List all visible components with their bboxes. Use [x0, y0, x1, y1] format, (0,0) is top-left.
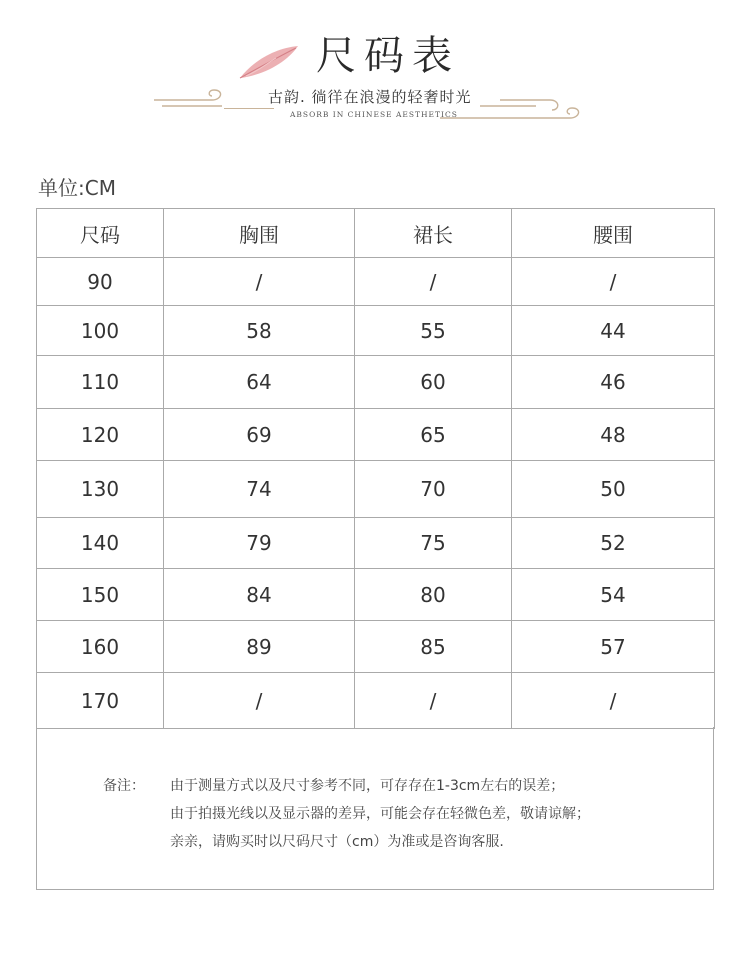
column-header: 胸围 [164, 209, 355, 258]
measurement-cell: / [164, 673, 355, 729]
divider [224, 108, 274, 109]
table-row [37, 409, 715, 461]
measurement-cell: 58 [164, 306, 355, 356]
size-cell: 150 [37, 569, 164, 621]
tagline: ABSORB IN CHINESE AESTHETICS [290, 110, 458, 119]
column-header: 裙长 [355, 209, 512, 258]
column-header: 尺码 [37, 209, 164, 258]
measurement-cell: 48 [512, 409, 715, 461]
subtitle: 古韵. 徜徉在浪漫的轻奢时光 [268, 88, 472, 106]
table-row [37, 356, 715, 409]
measurement-cell: / [512, 673, 715, 729]
cloud-ornament-left-icon [152, 86, 232, 110]
notes-label: 备注： [103, 778, 145, 794]
table-row [37, 518, 715, 569]
measurement-cell: 64 [164, 356, 355, 409]
measurement-cell: 85 [355, 621, 512, 673]
note-line: 亲亲，请购买时以尺码尺寸（cm）为准或是咨询客服. [170, 834, 504, 850]
size-cell: 120 [37, 409, 164, 461]
size-table [36, 208, 715, 729]
measurement-cell: 84 [164, 569, 355, 621]
measurement-cell: 79 [164, 518, 355, 569]
measurement-cell: 69 [164, 409, 355, 461]
table-row [37, 306, 715, 356]
table-row [37, 258, 715, 306]
measurement-cell: / [512, 258, 715, 306]
note-line: 由于测量方式以及尺寸参考不同，可存存在1-3cm左右的误差； [170, 778, 565, 794]
page-title: 尺码表 [316, 33, 460, 79]
header [0, 0, 750, 140]
measurement-cell: 57 [512, 621, 715, 673]
size-cell: 110 [37, 356, 164, 409]
measurement-cell: 74 [164, 461, 355, 518]
measurement-cell: 75 [355, 518, 512, 569]
size-cell: 170 [37, 673, 164, 729]
measurement-cell: 65 [355, 409, 512, 461]
measurement-cell: / [355, 673, 512, 729]
measurement-cell: 54 [512, 569, 715, 621]
measurement-cell: / [355, 258, 512, 306]
size-cell: 160 [37, 621, 164, 673]
size-cell: 100 [37, 306, 164, 356]
unit-label: 单位:CM [38, 176, 116, 200]
cloud-ornament-right-icon [440, 94, 590, 124]
table-row [37, 673, 715, 729]
notes-box [36, 727, 714, 890]
column-header: 腰围 [512, 209, 715, 258]
measurement-cell: 89 [164, 621, 355, 673]
table-row [37, 569, 715, 621]
measurement-cell: 70 [355, 461, 512, 518]
measurement-cell: / [164, 258, 355, 306]
pink-leaf-icon [236, 40, 302, 84]
table-header-row [37, 209, 715, 258]
size-cell: 90 [37, 258, 164, 306]
measurement-cell: 55 [355, 306, 512, 356]
measurement-cell: 52 [512, 518, 715, 569]
measurement-cell: 46 [512, 356, 715, 409]
measurement-cell: 44 [512, 306, 715, 356]
table-row [37, 461, 715, 518]
size-cell: 130 [37, 461, 164, 518]
measurement-cell: 80 [355, 569, 512, 621]
size-cell: 140 [37, 518, 164, 569]
measurement-cell: 50 [512, 461, 715, 518]
measurement-cell: 60 [355, 356, 512, 409]
note-line: 由于拍摄光线以及显示器的差异，可能会存在轻微色差，敬请谅解； [170, 806, 590, 822]
table-row [37, 621, 715, 673]
